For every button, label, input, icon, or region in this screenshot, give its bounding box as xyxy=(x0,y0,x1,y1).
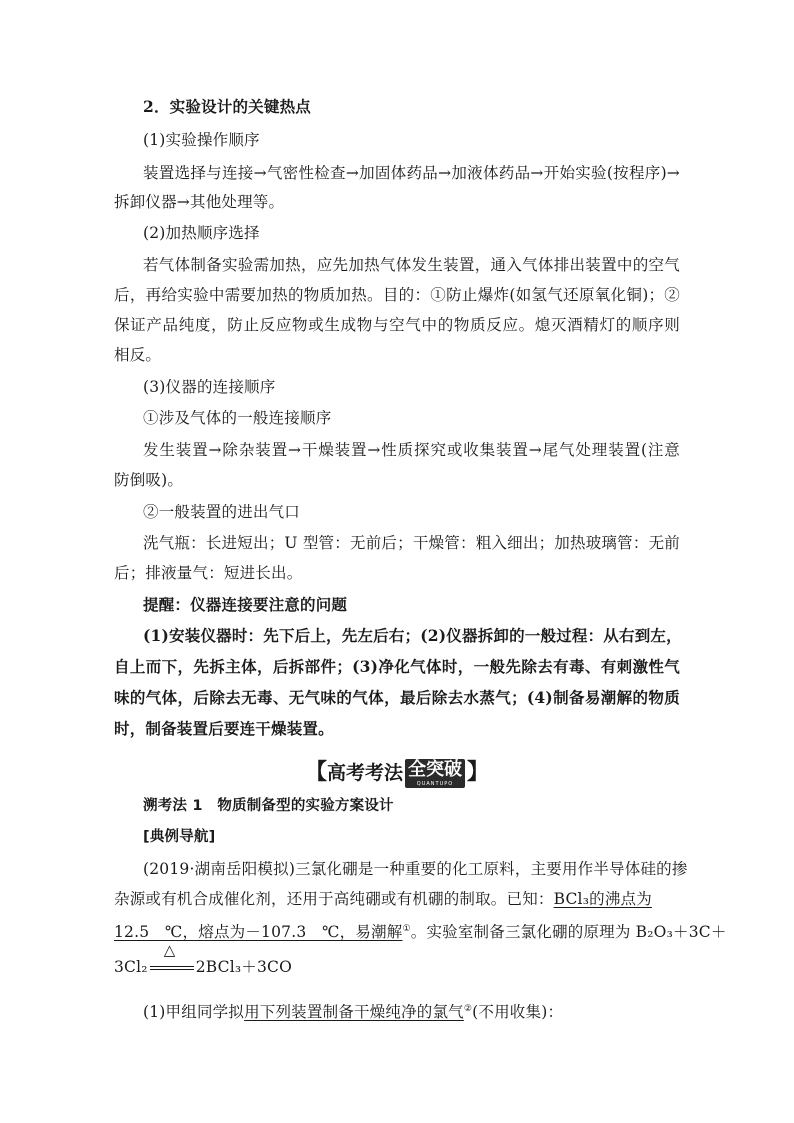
subsection-title: (2)加热顺序选择 xyxy=(143,224,260,242)
paragraph-line: 拆卸仪器→其他处理等。 xyxy=(114,193,285,211)
subsection-title: (1)实验操作顺序 xyxy=(143,131,260,149)
reaction-arrow xyxy=(150,941,194,978)
paragraph-line: 洗气瓶：长进短出；U 型管：无前后；干燥管：粗入细出；加热玻璃管：无前 xyxy=(143,534,680,552)
equation-reactants: 3Cl₂ xyxy=(114,958,148,976)
paragraph-line: 相反。 xyxy=(114,346,162,364)
question-text: (1)甲组同学拟 xyxy=(143,1003,245,1022)
question-text: (不用收集)： xyxy=(472,1003,564,1022)
reaction-equation xyxy=(114,941,680,978)
underlined-text: BCl₃的沸点为 xyxy=(553,890,652,908)
banner-text: 高考考法 xyxy=(326,762,403,784)
banner-badge-text: 全突破 xyxy=(408,759,462,780)
tip-line: 自上而下，先拆主体，后拆部件；(3)净化气体时，一般先除去有毒、有刺激性气 xyxy=(114,657,680,676)
tip-line: (1)安装仪器时：先下后上，先左后右；(2)仪器拆卸的一般过程：从右到左， xyxy=(143,626,682,645)
question-text: 杂源或有机合成催化剂，还用于高纯硼或有机硼的制取。已知： xyxy=(114,890,554,908)
subsection-title: (3)仪器的连接顺序 xyxy=(143,378,276,396)
heat-condition-icon: △ xyxy=(163,941,176,959)
question-text: 。实验室制备三氯化硼的原理为 B₂O₃＋3C＋ xyxy=(410,923,727,942)
paragraph-line: 发生装置→除杂装置→干燥装置→性质探究或收集装置→尾气处理装置(注意 xyxy=(143,441,680,459)
banner-right-bracket: 】 xyxy=(467,760,490,785)
section-banner xyxy=(0,755,794,788)
banner-left-bracket: 【 xyxy=(304,760,327,785)
section-heading: 2．实验设计的关键热点 xyxy=(143,97,311,116)
question-line xyxy=(114,888,680,910)
sub-item-title: ①涉及气体的一般连接顺序 xyxy=(143,409,332,427)
underlined-text: 用下列装置制备干燥纯净的氯气 xyxy=(244,1003,464,1022)
method-title: 溯考法 1 物质制备型的实验方案设计 xyxy=(143,798,394,814)
banner-badge xyxy=(405,759,465,788)
underlined-text: 12.5 ℃，熔点为－107.3 ℃，易潮解 xyxy=(114,923,403,942)
example-label: [典例导航] xyxy=(143,829,216,845)
paragraph-line: 若气体制备实验需加热，应先加热气体发生装置，通入气体排出装置中的空气 xyxy=(143,256,680,274)
banner-badge-subtext: QUANTUPO xyxy=(416,781,454,787)
paragraph-line: 装置选择与连接→气密性检查→加固体药品→加液体药品→开始实验(按程序)→ xyxy=(143,164,680,182)
paragraph-line: 保证产品纯度，防止反应物或生成物与空气中的物质反应。熄灭酒精灯的顺序则 xyxy=(114,316,680,334)
paragraph-line: 防倒吸)。 xyxy=(114,471,184,489)
tip-title: 提醒：仪器连接要注意的问题 xyxy=(143,595,348,614)
question-line xyxy=(114,918,727,943)
paragraph-line: 后，再给实验中需要加热的物质加热。目的：①防止爆炸(如氢气还原氧化铜)；② xyxy=(114,286,680,304)
question-line: (2019·湖南岳阳模拟)三氯化硼是一种重要的化工原料，主要用作半导体硅的掺 xyxy=(143,860,688,878)
equation-products: 2BCl₃＋3CO xyxy=(195,958,293,976)
tip-line: 味的气体，后除去无毒、无气味的气体，最后除去水蒸气；(4)制备易潮解的物质 xyxy=(114,688,680,707)
footnote-marker: ① xyxy=(402,924,411,934)
tip-line: 时，制备装置后要连干燥装置。 xyxy=(114,719,334,738)
paragraph-line: 后；排液量气：短进长出。 xyxy=(114,564,303,582)
sub-item-title: ②一般装置的进出气口 xyxy=(143,503,301,521)
footnote-marker: ② xyxy=(463,1004,473,1014)
question-part-1 xyxy=(143,998,680,1023)
